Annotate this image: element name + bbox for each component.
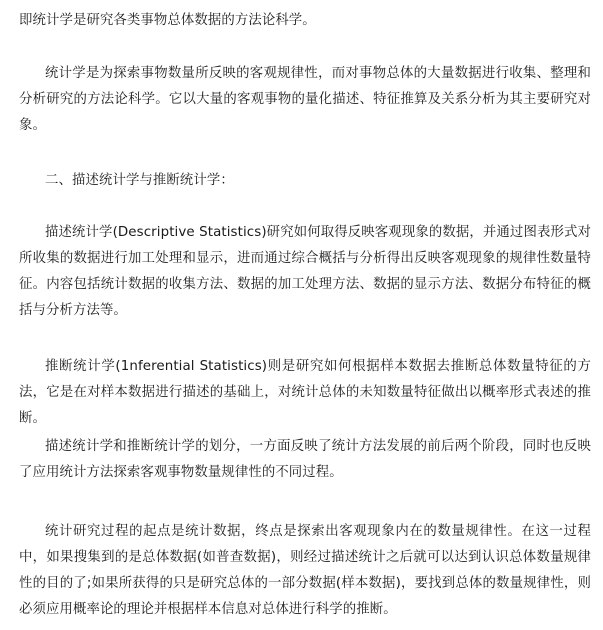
paragraph-research-process: 统计研究过程的起点是统计数据，终点是探索出客观现象内在的数量规律性。在这一过程中，如果搜集到的是总体数据(如普查数据)，则经过描述统计之后就可以达到认识总体数量规律性的目的了;如果所获得的只是研究总体的一部分数据(样本数据)，要找到总体的数量规律性，则必须应用概率论的理论并根据样本信息对总体进行科学的推断。 — [19, 524, 591, 617]
paragraph-descriptive-statistics: 描述统计学(Descriptive Statistics)研究如何取得反映客观现象的数据，并通过图表形式对所收集的数据进行加工处理和显示，进而通过综合概括与分析得出反映客观现象的规律性数量特征。内容包括统计数据的收集方法、数据的加工处理方法、数据的显示方法、数据分布特征的概括与分析方法等。 — [19, 225, 591, 318]
paragraph-statistics-definition: 统计学是为探索事物数量所反映的客观规律性，而对事物总体的大量数据进行收集、整理和分析研究的方法论科学。它以大量的客观事物的量化描述、特征推算及关系分析为其主要研究对象。 — [19, 66, 591, 133]
section-heading-descriptive-inferential: 二、描述统计学与推断统计学： — [45, 173, 234, 188]
paragraph-division-explanation: 描述统计学和推断统计学的划分，一方面反映了统计方法发展的前后两个阶段，同时也反映了应用统计方法探索客观事物数量规律性的不同过程。 — [19, 439, 591, 480]
paragraph-inferential-statistics: 推断统计学(1nferential Statistics)则是研究如何根据样本数据去推断总体数量特征的方法，它是在对样本数据进行描述的基础上，对统计总体的未知数量特征做出以概率形式表述的推断。 — [19, 359, 591, 426]
paragraph-intro-definition: 即统计学是研究各类事物总体数据的方法论科学。 — [19, 13, 316, 28]
